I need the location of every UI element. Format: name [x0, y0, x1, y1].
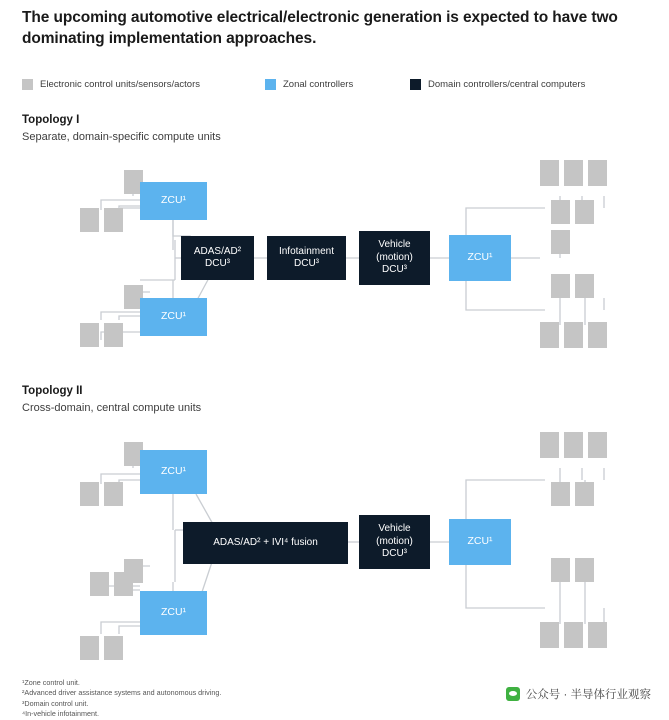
footnote-4: ⁴In-vehicle infotainment. — [22, 709, 99, 719]
legend-swatch-icon — [22, 79, 33, 90]
legend — [22, 79, 652, 93]
topology2-zcu-top-left[interactable] — [140, 450, 207, 494]
node-label: ZCU¹ — [160, 310, 187, 323]
node-label: ADAS/AD² + IVI⁴ fusion — [213, 536, 318, 548]
topology-2-diagram — [0, 422, 669, 662]
sensor-block — [540, 622, 559, 648]
topology2-zcu-right[interactable] — [449, 519, 511, 565]
node-label-line1: Vehicle — [378, 523, 411, 535]
node-label-line2: (motion) — [376, 251, 413, 263]
topology1-zcu-right[interactable] — [449, 235, 511, 281]
page-title: The upcoming automotive electrical/electronic generation is expected to have two dominating implementation approaches. — [22, 9, 618, 47]
sensor-block — [90, 572, 109, 596]
sensor-block — [551, 200, 570, 224]
sensor-block — [104, 208, 123, 232]
sensor-block — [588, 160, 607, 186]
topology2-zcu-bottom-left[interactable] — [140, 591, 207, 635]
sensor-block — [540, 432, 559, 458]
topology2-vehicle-motion-dcu[interactable] — [359, 515, 430, 569]
legend-item-domain — [410, 79, 585, 90]
sensor-block — [588, 622, 607, 648]
topology1-zcu-top-left[interactable] — [140, 182, 207, 220]
sensor-block — [540, 322, 559, 348]
node-label: ZCU¹ — [467, 535, 493, 548]
sensor-block — [564, 432, 583, 458]
topology2-adas-ivi-fusion[interactable] — [183, 522, 348, 564]
sensor-block — [80, 482, 99, 506]
watermark-text: 公众号 · 半导体行业观察 — [525, 689, 651, 701]
sensor-block — [575, 558, 594, 582]
sensor-block — [114, 572, 133, 596]
legend-label: Domain controllers/central computers — [428, 79, 586, 90]
node-label-line3: DCU³ — [382, 264, 407, 276]
sensor-block — [588, 322, 607, 348]
sensor-block — [80, 208, 99, 232]
sensor-block — [540, 160, 559, 186]
sensor-block — [80, 636, 99, 660]
section-subtitle-topology-1: Separate, domain-specific compute units — [22, 131, 221, 143]
section-title-topology-2: Topology II — [22, 385, 83, 397]
sensor-block — [104, 323, 123, 347]
footnote-3: ³Domain control unit. — [22, 698, 89, 708]
wechat-watermark — [506, 686, 651, 702]
sensor-block — [551, 558, 570, 582]
topology1-infotainment-dcu[interactable] — [267, 236, 346, 280]
node-label: ZCU¹ — [160, 606, 187, 619]
node-label-line1: Vehicle — [378, 239, 411, 251]
legend-swatch-icon — [410, 79, 421, 90]
sensor-block — [80, 323, 99, 347]
sensor-block — [575, 482, 594, 506]
topology-1-diagram — [0, 150, 669, 365]
legend-label: Zonal controllers — [283, 79, 354, 90]
footnote-2: ²Advanced driver assistance systems and autonomous driving. — [22, 688, 222, 698]
sensor-block — [551, 230, 570, 254]
sensor-block — [564, 622, 583, 648]
wechat-icon — [506, 687, 520, 701]
topology1-adas-dcu[interactable] — [181, 236, 254, 280]
footnote-1: ¹Zone control unit. — [22, 678, 80, 687]
node-label-line2: (motion) — [376, 535, 413, 547]
node-label: ZCU¹ — [467, 251, 493, 264]
node-label-line3: DCU³ — [382, 548, 407, 560]
sensor-block — [551, 274, 570, 298]
node-label: ZCU¹ — [160, 465, 187, 478]
section-title-topology-1: Topology I — [22, 114, 80, 126]
legend-swatch-icon — [265, 79, 276, 90]
node-label-line2: DCU³ — [294, 258, 319, 269]
sensor-block — [588, 432, 607, 458]
legend-item-sensors — [22, 79, 200, 90]
sensor-block — [575, 200, 594, 224]
node-label: ZCU¹ — [160, 194, 187, 207]
footnotes — [22, 678, 221, 720]
sensor-block — [104, 636, 123, 660]
sensor-block — [104, 482, 123, 506]
sensor-block — [564, 160, 583, 186]
legend-label: Electronic control units/sensors/actors — [40, 79, 200, 90]
topology1-vehicle-motion-dcu[interactable] — [359, 231, 430, 285]
node-label-line1: Infotainment — [278, 245, 335, 257]
node-label-line2: DCU³ — [205, 258, 230, 269]
sensor-block — [551, 482, 570, 506]
node-label-line1: ADAS/AD² — [193, 245, 242, 257]
topology1-zcu-bottom-left[interactable] — [140, 298, 207, 336]
legend-item-zonal — [265, 79, 353, 90]
sensor-block — [575, 274, 594, 298]
section-subtitle-topology-2: Cross-domain, central compute units — [22, 402, 202, 414]
sensor-block — [564, 322, 583, 348]
